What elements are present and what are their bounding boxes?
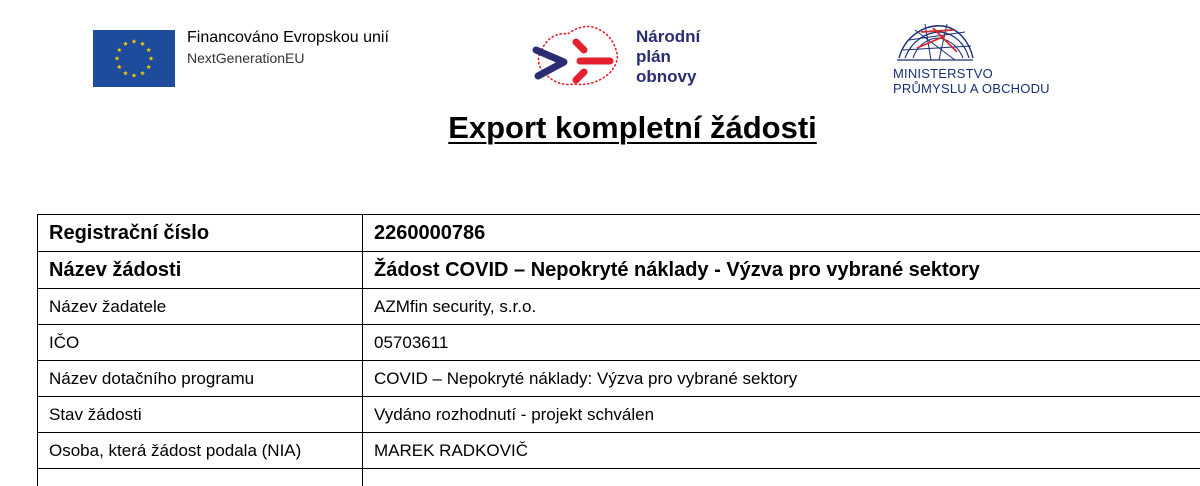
table-row (38, 325, 1200, 361)
row-value-empty (363, 469, 1200, 486)
row-value: COVID – Nepokryté náklady: Výzva pro vybrané sektory (363, 361, 1200, 397)
table-row (38, 252, 1200, 289)
npo-logo-line3: obnovy (636, 67, 697, 86)
row-label: Registrační číslo (38, 215, 363, 252)
page-title: Export kompletní žádosti (448, 110, 817, 145)
row-value: MAREK RADKOVIČ (363, 433, 1200, 469)
npo-logo (528, 20, 738, 95)
table-row (38, 433, 1200, 469)
table-row (38, 289, 1200, 325)
row-value: AZMfin security, s.r.o. (363, 289, 1200, 325)
row-value: 05703611 (363, 325, 1200, 361)
mpo-logo (893, 18, 1083, 100)
eu-logo-line2: Evropskou unií (283, 29, 389, 46)
mpo-network-globe-icon (895, 18, 975, 66)
eu-flag-icon (93, 30, 175, 87)
npo-logo-line1: Národní (636, 27, 701, 46)
row-label: Název žádosti (38, 252, 363, 289)
mpo-logo-line1: MINISTERSTVO (893, 66, 993, 81)
application-info-table (37, 214, 1200, 486)
npo-logo-line2: plán (636, 47, 671, 66)
row-value: Žádost COVID – Nepokryté náklady - Výzva pro vybrané sektory (363, 252, 1200, 289)
mpo-logo-line2: PRŮMYSLU A OBCHODU (893, 81, 1050, 96)
row-value: Vydáno rozhodnutí - projekt schválen (363, 397, 1200, 433)
row-label: Název žadatele (38, 289, 363, 325)
row-label: Stav žádosti (38, 397, 363, 433)
eu-logo-line1: Financováno (187, 29, 279, 46)
row-value: 2260000786 (363, 215, 1200, 252)
table-row (38, 397, 1200, 433)
table-row-empty (38, 469, 1200, 486)
row-label: Osoba, která žádost podala (NIA) (38, 433, 363, 469)
row-label-empty (38, 469, 363, 486)
czech-map-icon (528, 20, 623, 95)
eu-funding-logo (93, 30, 389, 90)
row-label: IČO (38, 325, 363, 361)
table-row (38, 215, 1200, 252)
eu-logo-line3: NextGenerationEU (187, 50, 305, 66)
row-label: Název dotačního programu (38, 361, 363, 397)
table-row (38, 361, 1200, 397)
